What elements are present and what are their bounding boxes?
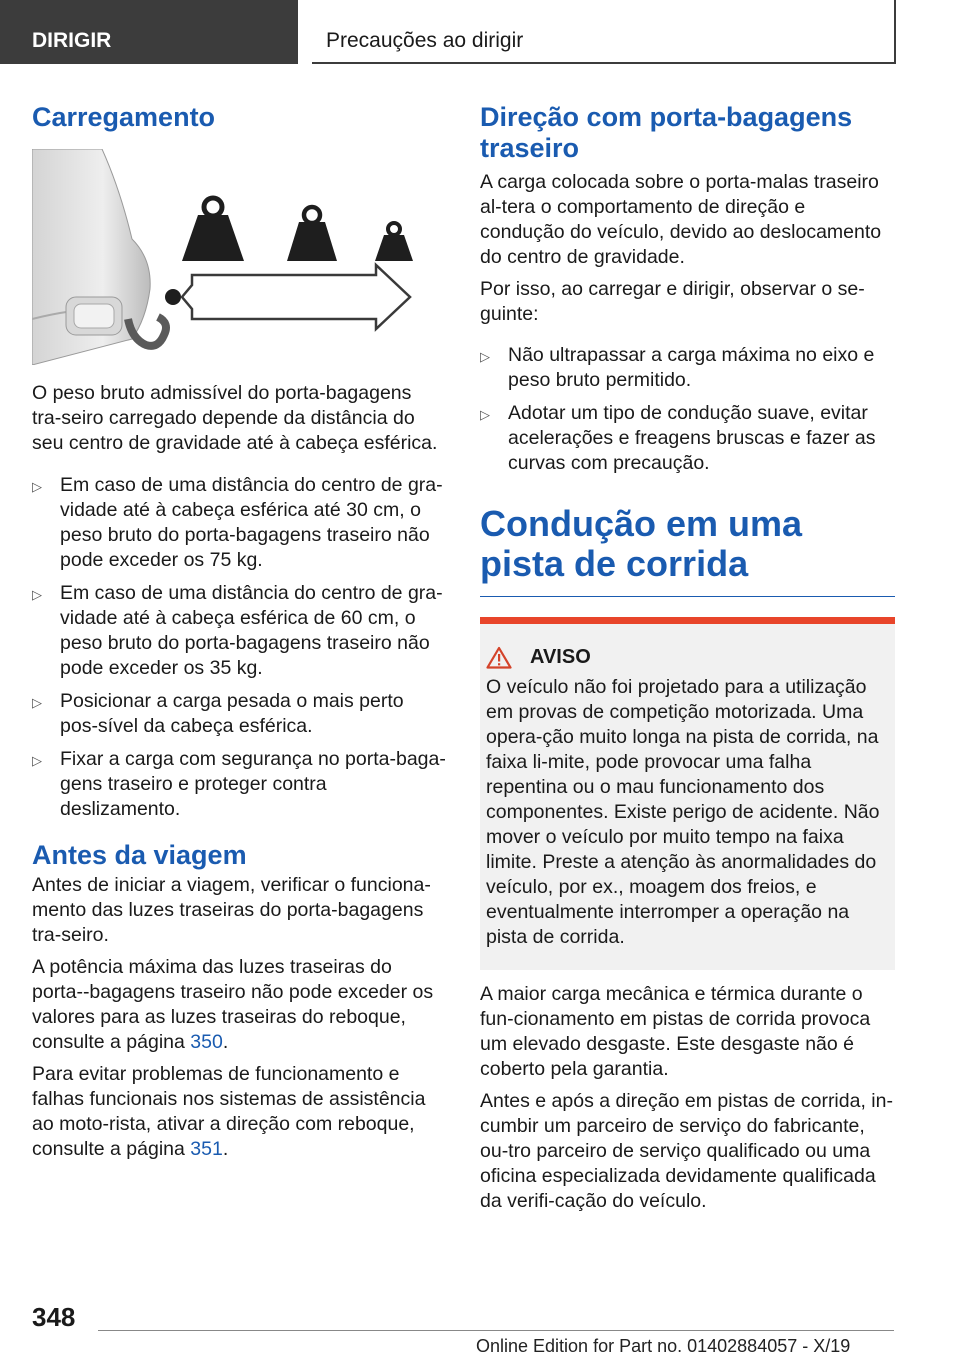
list-item-text: Em caso de uma distância do centro de gra-vidade até à cabeça esférica de 60 cm, o peso bruto do porta-bagagens traseiro não pode exceder os 35 kg. bbox=[60, 582, 443, 679]
warning-title: AVISO bbox=[530, 646, 591, 668]
list-item-text: Adotar um tipo de condução suave, evitar acelerações e freagens bruscas e fazer as curvas com precaução. bbox=[508, 402, 876, 474]
heading-direcao: Direção com porta-bagagens traseiro bbox=[480, 102, 853, 163]
page-link-351[interactable]: 351 bbox=[190, 1138, 223, 1160]
warning-header bbox=[486, 646, 889, 669]
footer-rule bbox=[98, 1330, 894, 1331]
trip-paragraph-3: Para evitar problemas de funcionamento e falhas funcionais nos sistemas de assistência ao moto-rista, ativar a direção com reboque, consulte a página 351. bbox=[32, 1063, 426, 1160]
trip-paragraph-1: Antes de iniciar a viagem, verificar o funciona-mento das luzes traseiras do porta-bagagens tra-seiro. bbox=[32, 874, 431, 946]
triangle-bullet-icon: ▷ bbox=[32, 479, 42, 494]
triangle-bullet-icon: ▷ bbox=[480, 349, 490, 364]
list-item bbox=[480, 343, 895, 393]
direction-paragraph-1: A carga colocada sobre o porta-malas traseiro al-tera o comportamento de direção e condução do veículo, devido ao deslocamento do centro de gravidade. bbox=[480, 171, 882, 268]
header-section-tab bbox=[0, 0, 298, 64]
left-column bbox=[32, 102, 446, 1162]
trip-paragraph-2: A potência máxima das luzes traseiras do porta--bagagens traseiro não pode exceder os valores para as luzes traseiras do reboque, consulte a página 350. bbox=[32, 956, 434, 1053]
race-paragraph-2: Antes e após a direção em pistas de corrida, in-cumbir um parceiro de serviço do fabricante, ou-tro parceiro de serviço qualificado ou uma oficina especializada devidamente qualificada da verifi-cação do veículo. bbox=[480, 1090, 893, 1212]
page-number: 348 bbox=[32, 1302, 76, 1332]
right-column bbox=[480, 102, 895, 1214]
triangle-bullet-icon: ▷ bbox=[32, 753, 42, 768]
race-paragraph-1: A maior carga mecânica e térmica durante o fun-cionamento em pistas de corrida provoca um elevado desgaste. Este desgaste não é coberto pela garantia. bbox=[480, 983, 871, 1080]
list-item-text: Fixar a carga com segurança no porta-baga-gens traseiro e proteger contra deslizamento. bbox=[60, 748, 446, 820]
triangle-bullet-icon: ▷ bbox=[32, 587, 42, 602]
heading-carregamento: Carregamento bbox=[32, 102, 216, 132]
direction-paragraph-2: Por isso, ao carregar e dirigir, observar o se-guinte: bbox=[480, 278, 865, 325]
heading-pista-de-corrida: Condução em uma pista de corrida bbox=[480, 503, 803, 584]
list-item bbox=[32, 689, 446, 739]
warning-triangle-icon bbox=[486, 646, 512, 669]
list-item-text: Posicionar a carga pesada o mais perto pos-sível da cabeça esférica. bbox=[60, 690, 404, 737]
header-section: DIRIGIR bbox=[32, 29, 112, 52]
warning-box bbox=[480, 617, 895, 970]
triangle-bullet-icon: ▷ bbox=[480, 407, 490, 422]
trailer-load-illustration bbox=[32, 149, 446, 365]
list-item bbox=[480, 401, 895, 476]
list-item bbox=[32, 581, 446, 681]
triangle-bullet-icon: ▷ bbox=[32, 695, 42, 710]
load-paragraph: O peso bruto admissível do porta-bagagens tra-seiro carregado depende da distância do seu centro de gravidade até à cabeça esférica. bbox=[32, 382, 438, 454]
warning-text: O veículo não foi projetado para a utilização em provas de competição motorizada. Uma opera-ção muito longa na pista de corrida, na faixa li-mite, pode provocar uma falha repentina ou o mau funcionamento dos componentes. Existe perigo de acidente. Não mover o veículo por muito tempo na faixa limite. Preste a atenção às anormalidades do veículo, por ex., moagem dos freios, e eventualmente interromper a operação na pista de corrida. bbox=[486, 676, 880, 948]
header-title-box bbox=[312, 0, 896, 64]
list-item bbox=[32, 747, 446, 822]
page-link-350[interactable]: 350 bbox=[190, 1031, 223, 1053]
header-title: Precauções ao dirigir bbox=[326, 29, 524, 52]
heading-rule bbox=[480, 596, 895, 597]
list-item-text: Não ultrapassar a carga máxima no eixo e peso bruto permitido. bbox=[508, 344, 875, 391]
heading-antes-da-viagem: Antes da viagem bbox=[32, 840, 247, 870]
footer-edition: Online Edition for Part no. 01402884057 - X/19 bbox=[476, 1336, 851, 1356]
list-item bbox=[32, 473, 446, 573]
list-item-text: Em caso de uma distância do centro de gra-vidade até à cabeça esférica até 30 cm, o peso bruto do porta-bagagens traseiro não pode exceder os 75 kg. bbox=[60, 474, 443, 571]
